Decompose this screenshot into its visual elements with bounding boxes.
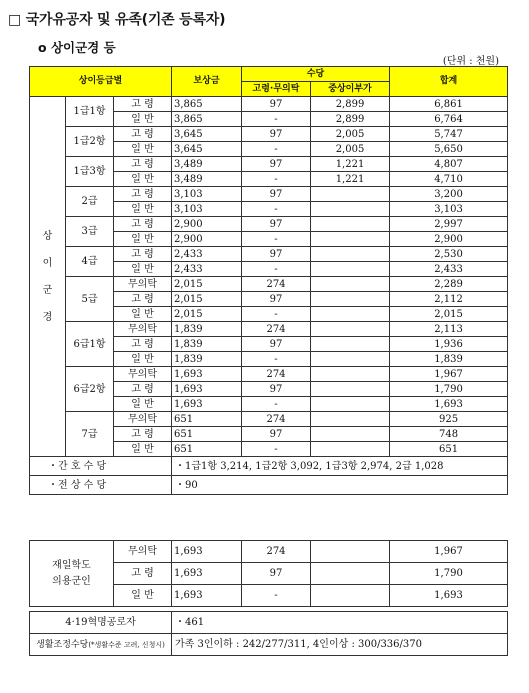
table-row	[30, 187, 508, 202]
allow-b-cell: 2,005	[311, 142, 390, 157]
allow-b-cell	[311, 397, 390, 412]
type-cell: 무의탁	[114, 367, 172, 382]
type-cell: 고 령	[114, 427, 172, 442]
type-cell: 일 반	[114, 442, 172, 457]
col-allow-a-header: 고령·무의탁	[242, 82, 311, 97]
base-cell: 1,693	[172, 397, 242, 412]
allow-b-cell	[311, 442, 390, 457]
allow-a-cell: 97	[242, 157, 311, 172]
type-cell: 고 령	[114, 563, 172, 585]
total-cell: 2,289	[390, 277, 508, 292]
table-row	[30, 476, 508, 495]
allow-a-cell: 97	[242, 127, 311, 142]
group-label	[30, 97, 66, 457]
allow-b-cell	[311, 367, 390, 382]
base-cell: 3,865	[172, 97, 242, 112]
type-cell: 일 반	[114, 232, 172, 247]
type-cell: 고 령	[114, 217, 172, 232]
allow-a-cell: -	[242, 262, 311, 277]
total-cell: 2,530	[390, 247, 508, 262]
allow-a-cell: 274	[242, 412, 311, 427]
total-cell: 1,967	[390, 541, 508, 563]
base-cell: 3,865	[172, 112, 242, 127]
base-cell: 1,839	[172, 352, 242, 367]
allow-a-cell: -	[242, 172, 311, 187]
group-label-char: 상	[42, 230, 53, 242]
base-cell: 651	[172, 427, 242, 442]
total-cell: 3,103	[390, 202, 508, 217]
allow-b-cell: 2,899	[311, 112, 390, 127]
base-cell: 2,015	[172, 277, 242, 292]
grade-cell: 1급1항	[66, 97, 114, 127]
base-cell: 2,433	[172, 247, 242, 262]
table-row	[30, 412, 508, 427]
april19-value: ・461	[172, 612, 508, 634]
base-cell: 3,489	[172, 157, 242, 172]
april19-label: 4·19혁명공로자	[30, 612, 172, 634]
living-label-note: (*생활수준 고려, 신청시)	[88, 640, 165, 649]
group-label-char: 경	[42, 311, 53, 323]
total-cell: 1,936	[390, 337, 508, 352]
type-cell: 일 반	[114, 262, 172, 277]
base-cell: 2,015	[172, 307, 242, 322]
grade-cell: 4급	[66, 247, 114, 277]
allow-a-cell: 97	[242, 563, 311, 585]
type-cell: 고 령	[114, 187, 172, 202]
war-label: ・전 상 수 당	[30, 476, 172, 495]
allow-a-cell: 97	[242, 97, 311, 112]
special-label-line1: 재일학도	[52, 559, 91, 571]
base-cell: 3,645	[172, 142, 242, 157]
grade-cell: 6급1항	[66, 322, 114, 367]
allow-a-cell: 97	[242, 247, 311, 262]
allow-b-cell: 2,005	[311, 127, 390, 142]
table-row	[30, 634, 508, 656]
total-cell: 2,112	[390, 292, 508, 307]
living-label-cell	[30, 634, 172, 656]
total-cell: 5,747	[390, 127, 508, 142]
col-allowance-header: 수당	[242, 67, 390, 82]
grade-cell: 3급	[66, 217, 114, 247]
page-title: □ 국가유공자 및 유족(기존 등록자)	[8, 12, 226, 28]
total-cell: 4,807	[390, 157, 508, 172]
total-cell: 651	[390, 442, 508, 457]
type-cell: 일 반	[114, 202, 172, 217]
allow-b-cell	[311, 541, 390, 563]
type-cell: 고 령	[114, 292, 172, 307]
base-cell: 1,693	[172, 563, 242, 585]
allow-a-cell: -	[242, 352, 311, 367]
allow-b-cell	[311, 202, 390, 217]
special-label-line2: 의용군인	[52, 575, 91, 587]
total-cell: 1,693	[390, 585, 508, 607]
table-row	[30, 217, 508, 232]
col-total-header: 합계	[390, 67, 508, 97]
base-cell: 1,693	[172, 367, 242, 382]
type-cell: 무의탁	[114, 541, 172, 563]
allow-b-cell	[311, 322, 390, 337]
allow-a-cell: -	[242, 307, 311, 322]
base-cell: 651	[172, 442, 242, 457]
allow-b-cell	[311, 232, 390, 247]
allow-a-cell: 97	[242, 382, 311, 397]
type-cell: 고 령	[114, 247, 172, 262]
type-cell: 일 반	[114, 352, 172, 367]
base-cell: 3,103	[172, 187, 242, 202]
table-row	[30, 127, 508, 142]
allow-b-cell	[311, 585, 390, 607]
grade-cell: 2급	[66, 187, 114, 217]
type-cell: 고 령	[114, 337, 172, 352]
base-cell: 1,693	[172, 382, 242, 397]
type-cell: 고 령	[114, 157, 172, 172]
grade-cell: 1급2항	[66, 127, 114, 157]
allow-a-cell: 97	[242, 217, 311, 232]
allow-b-cell: 2,899	[311, 97, 390, 112]
table-row	[30, 367, 508, 382]
special-group-label	[30, 541, 114, 607]
base-cell: 3,489	[172, 172, 242, 187]
total-cell: 1,693	[390, 397, 508, 412]
type-cell: 일 반	[114, 307, 172, 322]
total-cell: 2,900	[390, 232, 508, 247]
base-cell: 2,900	[172, 217, 242, 232]
type-cell: 무의탁	[114, 322, 172, 337]
grade-cell: 7급	[66, 412, 114, 457]
base-cell: 3,103	[172, 202, 242, 217]
allow-b-cell: 1,221	[311, 172, 390, 187]
allow-a-cell: 97	[242, 292, 311, 307]
total-cell: 5,650	[390, 142, 508, 157]
table-row	[30, 612, 508, 634]
allow-b-cell	[311, 217, 390, 232]
base-cell: 3,645	[172, 127, 242, 142]
allow-a-cell: -	[242, 585, 311, 607]
allow-a-cell: 97	[242, 337, 311, 352]
base-cell: 2,015	[172, 292, 242, 307]
group-label-char: 이	[42, 257, 53, 269]
group-label-char: 군	[42, 284, 53, 296]
type-cell: 무의탁	[114, 277, 172, 292]
total-cell: 1,839	[390, 352, 508, 367]
unit-label: (단위 : 천원)	[442, 56, 499, 67]
type-cell: 일 반	[114, 585, 172, 607]
total-cell: 1,967	[390, 367, 508, 382]
base-cell: 2,900	[172, 232, 242, 247]
total-cell: 2,113	[390, 322, 508, 337]
total-cell: 2,015	[390, 307, 508, 322]
total-cell: 1,790	[390, 563, 508, 585]
allow-a-cell: -	[242, 112, 311, 127]
type-cell: 일 반	[114, 142, 172, 157]
allow-b-cell	[311, 262, 390, 277]
col-base-header: 보상금	[172, 67, 242, 97]
allow-b-cell	[311, 187, 390, 202]
allow-b-cell	[311, 292, 390, 307]
grade-cell: 5급	[66, 277, 114, 322]
allow-b-cell	[311, 247, 390, 262]
type-cell: 고 령	[114, 97, 172, 112]
allow-b-cell	[311, 427, 390, 442]
extra-table	[29, 611, 508, 656]
base-cell: 1,693	[172, 585, 242, 607]
allow-a-cell: -	[242, 442, 311, 457]
nursing-label: ・간 호 수 당	[30, 457, 172, 476]
total-cell: 925	[390, 412, 508, 427]
type-cell: 고 령	[114, 382, 172, 397]
total-cell: 1,790	[390, 382, 508, 397]
table-row	[30, 97, 508, 112]
allow-b-cell	[311, 277, 390, 292]
base-cell: 2,433	[172, 262, 242, 277]
allow-a-cell: 274	[242, 367, 311, 382]
allow-a-cell: -	[242, 142, 311, 157]
type-cell: 무의탁	[114, 412, 172, 427]
table-row	[30, 322, 508, 337]
total-cell: 4,710	[390, 172, 508, 187]
table-row	[30, 247, 508, 262]
total-cell: 2,997	[390, 217, 508, 232]
grade-cell: 1급3항	[66, 157, 114, 187]
total-cell: 748	[390, 427, 508, 442]
allow-a-cell: 97	[242, 187, 311, 202]
grade-cell: 6급2항	[66, 367, 114, 412]
nursing-note: ・1급1항 3,214, 1급2항 3,092, 1급3항 2,974, 2급 1,028	[172, 457, 508, 476]
type-cell: 일 반	[114, 172, 172, 187]
section-subtitle: o 상이군경 등	[38, 40, 116, 55]
allow-a-cell: -	[242, 202, 311, 217]
table-row	[30, 157, 508, 172]
allow-b-cell: 1,221	[311, 157, 390, 172]
allow-b-cell	[311, 563, 390, 585]
allow-b-cell	[311, 307, 390, 322]
total-cell: 6,861	[390, 97, 508, 112]
allow-a-cell: 274	[242, 277, 311, 292]
allow-a-cell: -	[242, 397, 311, 412]
allow-b-cell	[311, 382, 390, 397]
allow-b-cell	[311, 337, 390, 352]
allow-b-cell	[311, 352, 390, 367]
table-row	[30, 541, 508, 563]
col-allow-b-header: 중상이부가	[311, 82, 390, 97]
allow-a-cell: 274	[242, 541, 311, 563]
base-cell: 1,839	[172, 322, 242, 337]
type-cell: 일 반	[114, 397, 172, 412]
type-cell: 일 반	[114, 112, 172, 127]
compensation-table	[29, 66, 508, 495]
type-cell: 고 령	[114, 127, 172, 142]
base-cell: 1,693	[172, 541, 242, 563]
col-grade-header: 상이등급별	[30, 67, 172, 97]
base-cell: 651	[172, 412, 242, 427]
allow-a-cell: 97	[242, 427, 311, 442]
war-note: ・90	[172, 476, 508, 495]
living-value: 가족 3인이하 : 242/277/311, 4인이상 : 300/336/370	[172, 634, 508, 656]
total-cell: 3,200	[390, 187, 508, 202]
base-cell: 1,839	[172, 337, 242, 352]
total-cell: 6,764	[390, 112, 508, 127]
living-label: 생활조정수당	[36, 639, 89, 650]
table-row	[30, 277, 508, 292]
special-table	[29, 540, 508, 607]
allow-b-cell	[311, 412, 390, 427]
allow-a-cell: 274	[242, 322, 311, 337]
allow-a-cell: -	[242, 232, 311, 247]
total-cell: 2,433	[390, 262, 508, 277]
table-row	[30, 457, 508, 476]
